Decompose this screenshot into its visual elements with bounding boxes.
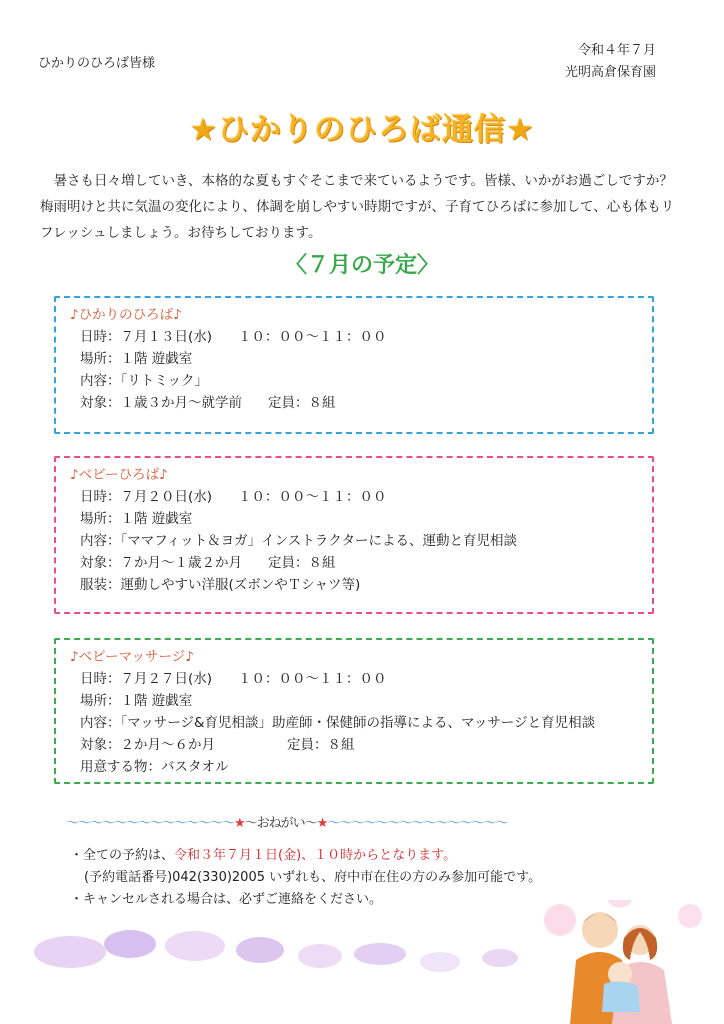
title-text: ひかりのひろば通信 — [218, 112, 506, 148]
event-place: 場所：１階 遊戯室 — [80, 351, 193, 367]
event-box-baby-hiroba — [54, 456, 654, 614]
event-content: 内容：「リトミック」 — [80, 373, 208, 389]
event-date: 日時：７月２０日(水) — [80, 489, 213, 505]
decorative-bubble — [34, 936, 106, 968]
event-time: １０：００〜１１：００ — [238, 489, 387, 505]
event-time: １０：００〜１１：００ — [238, 329, 387, 345]
note-reservation-prefix: ・全ての予約は、 — [70, 848, 175, 863]
star-icon: ★ — [189, 112, 218, 148]
event-place: 場所：１階 遊戯室 — [80, 511, 193, 527]
event-target-text: 対象：２か月〜６か月 — [80, 737, 215, 753]
star-icon: ★ — [234, 816, 245, 831]
event-date: 日時：７月２７日(水) — [80, 671, 213, 687]
star-icon: ★ — [506, 112, 535, 148]
event-datetime — [70, 326, 652, 348]
note-reservation-date: 令和３年７月１日(金)、１０時からとなります。 — [174, 848, 457, 863]
event-content: 内容：「ママフィット＆ヨガ」インストラクターによる、運動と育児相談 — [80, 533, 517, 549]
decorative-bubble — [354, 943, 406, 965]
event-box-hikari-hiroba — [54, 296, 654, 434]
event-box-baby-massage — [54, 638, 654, 784]
event-name: ♪ベビーマッサージ♪ — [70, 649, 194, 665]
addressee: ひかりのひろば皆様 — [38, 56, 156, 71]
decorative-bubble — [482, 949, 518, 967]
event-name: ♪ベビーひろば♪ — [70, 467, 168, 483]
request-label: 〜おねがい〜 — [244, 816, 317, 831]
decorative-bubble — [165, 931, 225, 961]
event-target-text: 対象：１歳３か月〜就学前 — [80, 395, 242, 411]
note-reservation — [70, 845, 541, 867]
parent-child-illustration — [570, 912, 672, 1024]
decorative-bubble — [420, 952, 460, 972]
event-clothing: 服装：運動しやすい洋服(ズボンやＴシャツ等) — [80, 577, 361, 593]
event-name: ♪ひかりのひろば♪ — [70, 307, 182, 323]
decorative-bubble — [236, 937, 284, 963]
event-target — [70, 392, 652, 414]
request-divider — [66, 812, 660, 831]
flower-icon — [544, 900, 702, 936]
event-target-text: 対象：７か月〜１歳２か月 — [80, 555, 242, 571]
event-capacity: 定員：８組 — [268, 395, 336, 411]
issue-date-block — [565, 40, 656, 84]
wave-line-right: 〜〜〜〜〜〜〜〜〜〜〜〜〜〜〜 — [327, 816, 508, 831]
event-capacity: 定員：８組 — [287, 737, 355, 753]
wave-line-left: 〜〜〜〜〜〜〜〜〜〜〜〜〜〜 — [66, 816, 235, 831]
event-place: 場所：１階 遊戯室 — [80, 693, 193, 709]
event-datetime — [70, 668, 652, 690]
note-phone: (予約電話番号)042(330)2005 いずれも、府中市在住の方のみ参加可能です。 — [84, 870, 542, 885]
event-target — [70, 552, 652, 574]
newsletter-title — [0, 104, 724, 149]
event-datetime — [70, 486, 652, 508]
decorative-bubble — [298, 944, 342, 968]
month-heading: 〈７月の予定〉 — [284, 253, 439, 278]
event-capacity: 定員：８組 — [268, 555, 336, 571]
event-bring-items: 用意する物：バスタオル — [80, 759, 229, 775]
event-date: 日時：７月１３日(水) — [80, 329, 213, 345]
event-content: 内容：「マッサージ&育児相談」助産師・保健師の指導による、マッサージと育児相談 — [80, 715, 596, 731]
note-cancel: ・キャンセルされる場合は、必ずご連絡をください。 — [70, 892, 383, 907]
star-icon: ★ — [316, 816, 328, 831]
event-target — [70, 734, 652, 756]
decorative-bubble — [104, 930, 156, 958]
organization-name: 光明高倉保育園 — [564, 65, 656, 80]
intro-paragraph: 暑さも日々増していき、本格的な夏もすぐそこまで来ているようです。皆様、いかがお過ごしですか？梅雨明けと共に気温の変化により、体調を崩しやすい時期ですが、子育てひろばに参加して、心も体もリフレッシュしましょう。お待ちしております。 — [40, 173, 675, 241]
event-time: １０：００〜１１：００ — [238, 671, 387, 687]
issue-date: 令和４年７月 — [577, 43, 656, 58]
decorative-footer-illustration — [0, 900, 724, 1024]
